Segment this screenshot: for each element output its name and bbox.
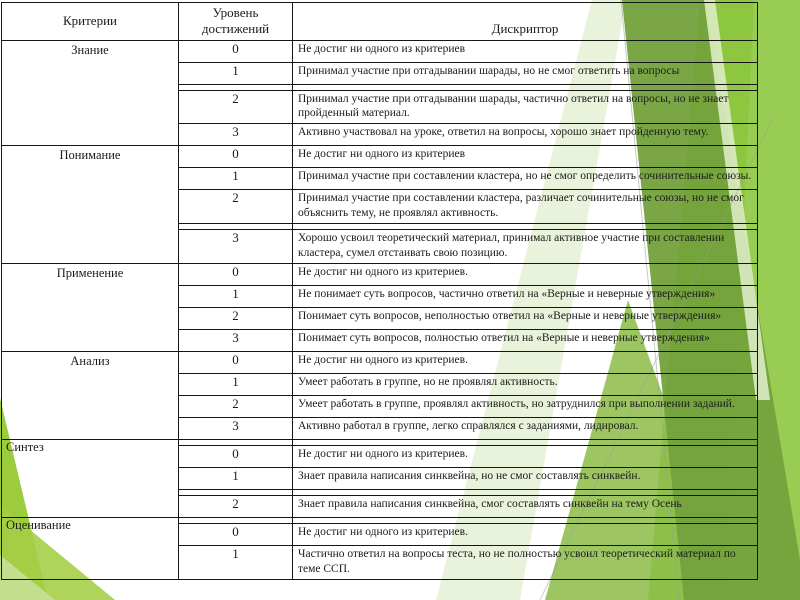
descriptor-cell: Умеет работать в группе, но не проявлял активность.: [293, 374, 758, 396]
level-cell: 3: [179, 230, 293, 264]
criteria-table: [1, 2, 758, 580]
descriptor-cell: Знает правила написания синквейна, смог составлять синквейн на тему Осень: [293, 496, 758, 518]
level-cell: 0: [179, 446, 293, 468]
criterion-cell: Синтез: [2, 440, 179, 518]
descriptor-cell: Понимает суть вопросов, полностью ответил на «Верные и неверные утверждения»: [293, 330, 758, 352]
criteria-table-body: [2, 40, 758, 580]
descriptor-cell: Не достиг ни одного из критериев.: [293, 352, 758, 374]
descriptor-cell: Активно участвовал на уроке, ответил на вопросы, хорошо знает пройденную тему.: [293, 124, 758, 146]
header-criteria: Критерии: [2, 3, 179, 41]
criterion-cell: Оценивание: [2, 518, 179, 580]
level-cell: 3: [179, 124, 293, 146]
descriptor-cell: Умеет работать в группе, проявлял активность, но затруднился при выполнении заданий.: [293, 396, 758, 418]
criterion-cell: Анализ: [2, 352, 179, 440]
level-cell: 1: [179, 468, 293, 490]
descriptor-cell: Не достиг ни одного из критериев: [293, 146, 758, 168]
level-cell: 2: [179, 190, 293, 224]
level-cell: 0: [179, 352, 293, 374]
table-row: [2, 146, 758, 168]
criterion-cell: Знание: [2, 40, 179, 146]
level-cell: 2: [179, 496, 293, 518]
descriptor-cell: Принимал участие при отгадывании шарады, частично ответил на вопросы, но не знает пройденный материал.: [293, 90, 758, 124]
table-row: [2, 352, 758, 374]
level-cell: 2: [179, 396, 293, 418]
descriptor-cell: Частично ответил на вопросы теста, но не полностью усвоил теоретический материал по теме ССП.: [293, 546, 758, 580]
descriptor-cell: Хорошо усвоил теоретический материал, принимал активное участие при составлении кластера, сумел отстаивать свою позицию.: [293, 230, 758, 264]
header-descriptor: Дискриптор: [293, 3, 758, 41]
descriptor-cell: Не достиг ни одного из критериев.: [293, 524, 758, 546]
level-cell: 0: [179, 524, 293, 546]
descriptor-cell: Принимал участие при составлении кластера, но не смог определить сочинительные союзы.: [293, 168, 758, 190]
level-cell: 0: [179, 146, 293, 168]
table-row: [2, 40, 758, 62]
level-cell: 1: [179, 62, 293, 84]
table-row: [2, 264, 758, 286]
header-level: Уровень достижений: [179, 3, 293, 41]
level-cell: 1: [179, 168, 293, 190]
criterion-cell: Понимание: [2, 146, 179, 264]
level-cell: 0: [179, 40, 293, 62]
level-cell: 2: [179, 90, 293, 124]
descriptor-cell: Не понимает суть вопросов, частично ответил на «Верные и неверные утверждения»: [293, 286, 758, 308]
descriptor-cell: Не достиг ни одного из критериев.: [293, 264, 758, 286]
level-cell: 0: [179, 264, 293, 286]
descriptor-cell: Не достиг ни одного из критериев.: [293, 446, 758, 468]
criterion-cell: Применение: [2, 264, 179, 352]
descriptor-cell: Принимал участие при составлении кластера, различает сочинительные союзы, но не смог объяснить тему, не проявлял активность.: [293, 190, 758, 224]
descriptor-cell: Понимает суть вопросов, неполностью ответил на «Верные и неверные утверждения»: [293, 308, 758, 330]
level-cell: 1: [179, 546, 293, 580]
descriptor-cell: Знает правила написания синквейна, но не смог составлять синквейн.: [293, 468, 758, 490]
level-cell: 1: [179, 286, 293, 308]
level-cell: 1: [179, 374, 293, 396]
descriptor-cell: Активно работал в группе, легко справлялся с заданиями, лидировал.: [293, 418, 758, 440]
descriptor-cell: Принимал участие при отгадывании шарады, но не смог ответить на вопросы: [293, 62, 758, 84]
header-row: [2, 3, 758, 41]
descriptor-cell: Не достиг ни одного из критериев: [293, 40, 758, 62]
level-cell: 3: [179, 418, 293, 440]
level-cell: 3: [179, 330, 293, 352]
level-cell: 2: [179, 308, 293, 330]
